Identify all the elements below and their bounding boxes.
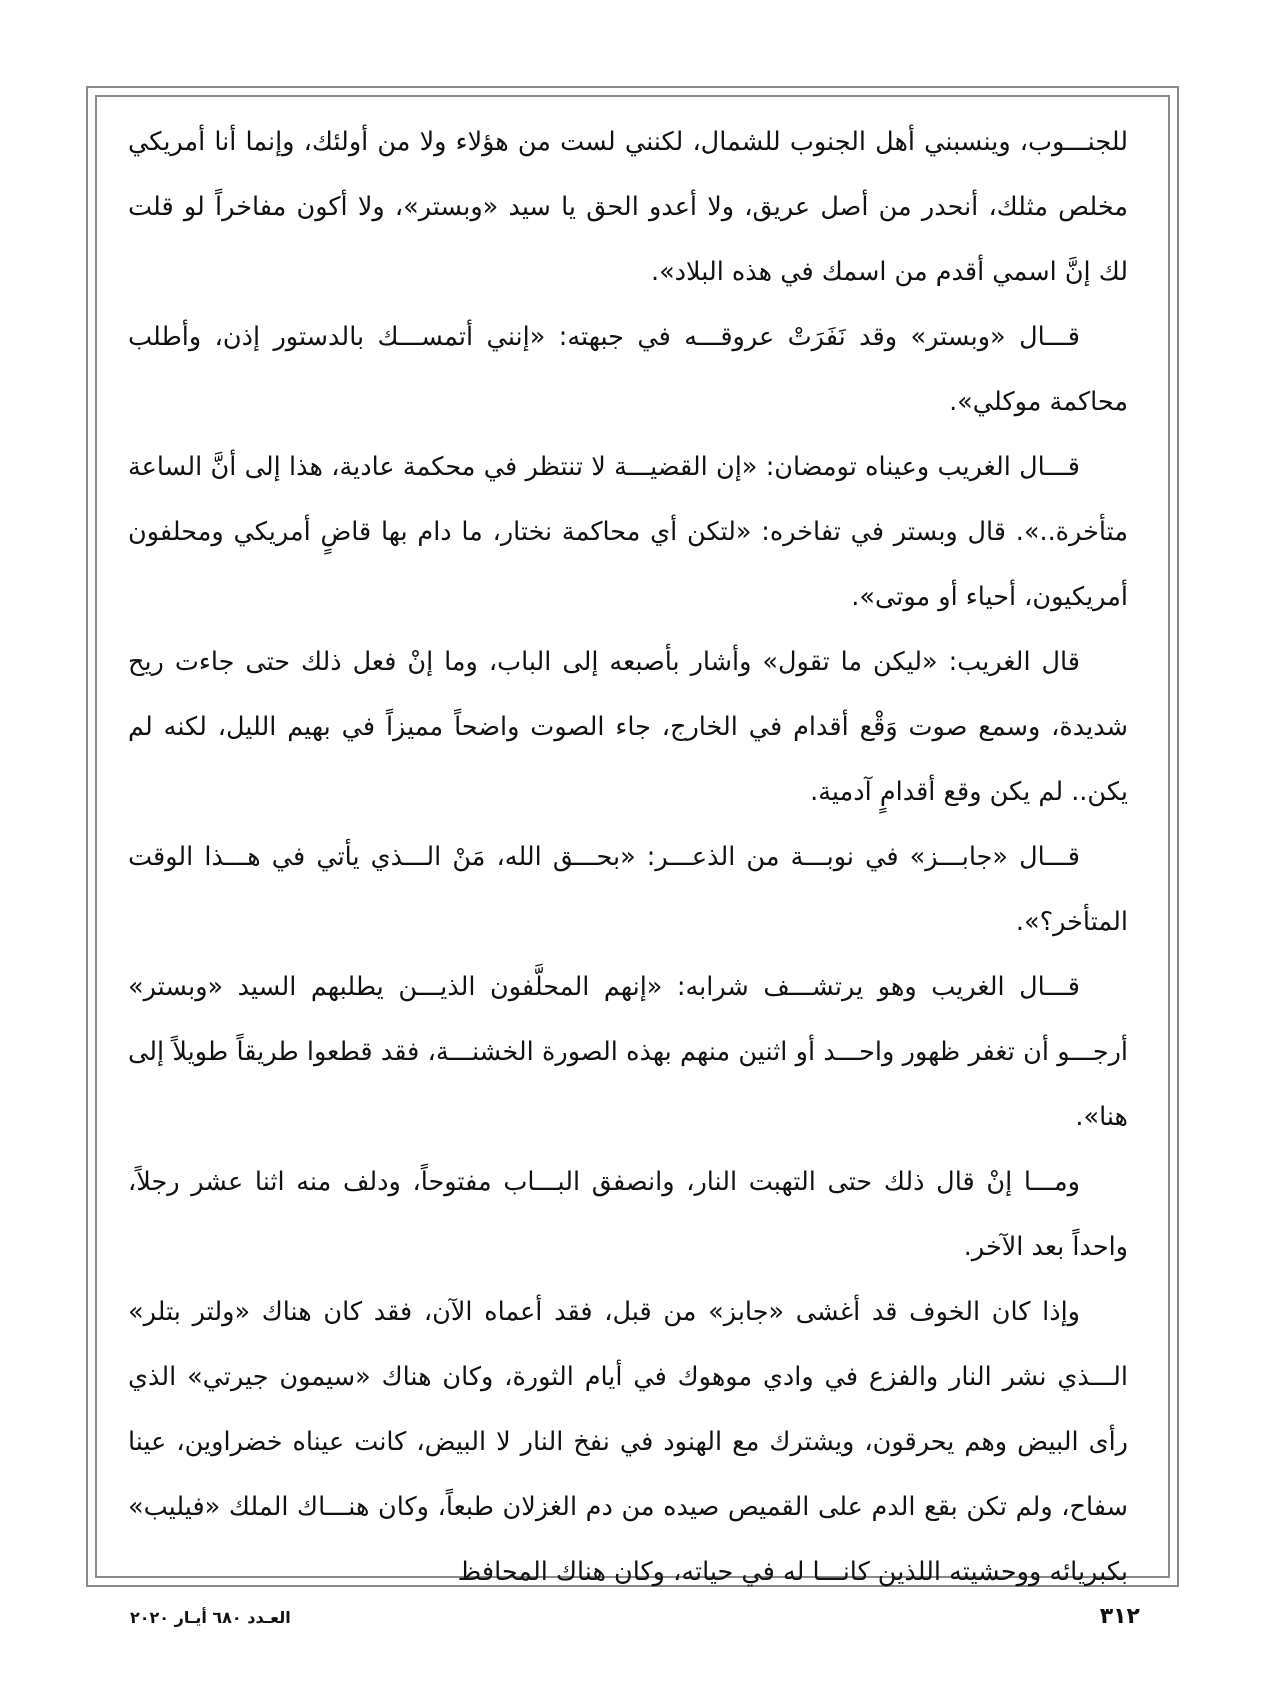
paragraph-7: ومـــا إنْ قال ذلك حتى التهبت النار، وانصفق البـــاب مفتوحاً، ودلف منه اثنا عشر رجلاً، واحداً بعد الآخر. bbox=[128, 1167, 1128, 1262]
paragraph-1: للجنـــوب، وينسبني أهل الجنوب للشمال، لكنني لست من هؤلاء ولا من أولئك، وإنما أنا أمريكي مخلص مثلك، أنحدر من أصل عريق، ولا أعدو الحق يا سيد «وبستر»، ولا أكون مفاخراً لو قلت لك إنَّ اسمي أقدم من اسمك في هذه البلاد». bbox=[128, 127, 1128, 287]
paragraph-8: وإذا كان الخوف قد أغشى «جابز» من قبل، فقد أعماه الآن، فقد كان هناك «ولتر بتلر» الـــذي نشر النار والفزع في وادي موهوك في أيام الثورة، وكان هناك «سيمون جيرتي» الذي رأى البيض وهم يحرقون، ويشترك مع الهنود في نفخ النار لا البيض، كانت عيناه خضراوين، عينا سفاح، ولم تكن بقع الدم على القميص صيده من دم الغزلان طبعاً، وكان هنـــاك الملك «فيليب» بكبريائه ووحشيته اللذين كانـــا له في حياته، وكان هناك المحافظ bbox=[128, 1297, 1128, 1587]
article-body bbox=[128, 110, 1128, 1605]
paragraph-5: قـــال «جابـــز» في نوبـــة من الذعـــر: «بحـــق الله، مَنْ الـــذي يأتي في هـــذا الوقت المتأخر؟». bbox=[128, 842, 1128, 937]
issue-label: العـدد ٦٨٠ أيـار ٢٠٢٠ bbox=[130, 1608, 291, 1627]
paragraph-2: قـــال «وبستر» وقد نَفَرَتْ عروقـــه في جبهته: «إنني أتمســـك بالدستور إذن، وأطلب محاكمة موكلي». bbox=[128, 322, 1128, 417]
page-number: ٣١٢ bbox=[1099, 1604, 1140, 1629]
paragraph-3: قـــال الغريب وعيناه تومضان: «إن القضيـــة لا تنتظر في محكمة عادية، هذا إلى أنَّ الساعة متأخرة..». قال وبستر في تفاخره: «لتكن أي محاكمة نختار، ما دام بها قاضٍ أمريكي ومحلفون أمريكيون، أحياء أو موتى». bbox=[128, 452, 1128, 612]
paragraph-4: قال الغريب: «ليكن ما تقول» وأشار بأصبعه إلى الباب، وما إنْ فعل ذلك حتى جاءت ريح شديدة، وسمع صوت وَقْع أقدام في الخارج، جاء الصوت واضحاً مميزاً في بهيم الليل، لكنه لم يكن.. لم يكن وقع أقدامٍ آدمية. bbox=[128, 647, 1128, 807]
paragraph-6: قـــال الغريب وهو يرتشـــف شرابه: «إنهم المحلَّفون الذيـــن يطلبهم السيد «وبستر» أرجـــو أن تغفر ظهور واحـــد أو اثنين منهم بهذه الصورة الخشنـــة، فقد قطعوا طريقاً طويلاً إلى هنا». bbox=[128, 972, 1128, 1132]
